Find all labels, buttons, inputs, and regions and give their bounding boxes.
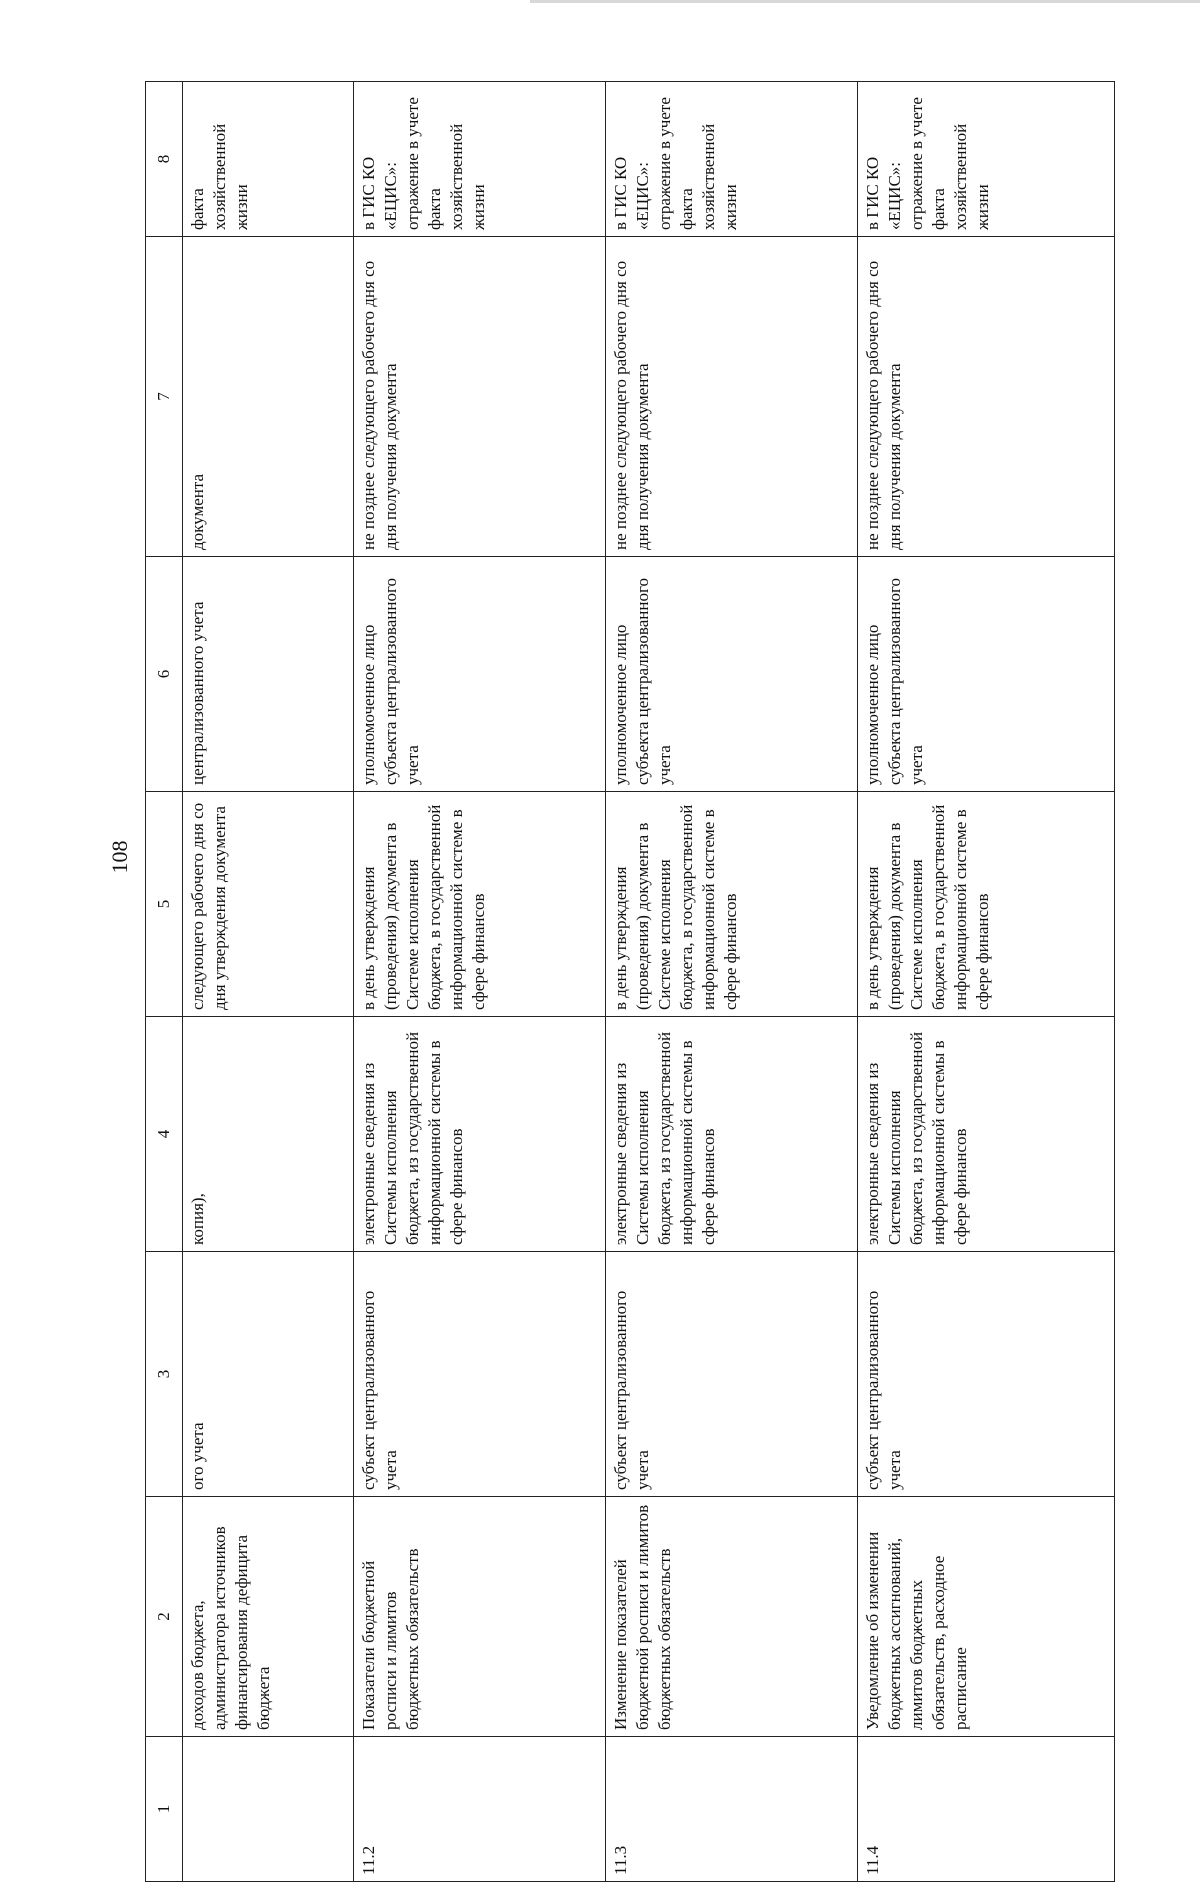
cell-processing-term: не позднее следующего рабочего дня со дня получения документа — [606, 237, 858, 557]
cell-recipient: уполномоченное лицо субъекта централизованного учета — [606, 557, 858, 792]
scan-edge-line — [530, 0, 1200, 3]
cell-form: копия), — [183, 1017, 354, 1252]
col-header-5: 5 — [146, 792, 183, 1017]
col-header-6: 6 — [146, 557, 183, 792]
cell-producer: субъект централизованного учета — [606, 1252, 858, 1497]
cell-document-name: Изменение показателей бюджетной росписи и лимитов бюджетных обязательств — [606, 1497, 858, 1737]
cell-processing-term: документа — [183, 237, 354, 557]
cell-producer: субъект централизованного учета — [858, 1252, 1115, 1497]
cell-number: 11.3 — [606, 1737, 858, 1882]
cell-result: факта хозяйственной жизни — [183, 82, 354, 237]
cell-number: 11.4 — [858, 1737, 1115, 1882]
cell-number: 11.2 — [354, 1737, 606, 1882]
col-header-3: 3 — [146, 1252, 183, 1497]
cell-producer: ого учета — [183, 1252, 354, 1497]
cell-producer: субъект централизованного учета — [354, 1252, 606, 1497]
header-row — [146, 82, 183, 1882]
col-header-7: 7 — [146, 237, 183, 557]
cell-result: в ГИС КО «ЕЦИС»: отражение в учете факта хозяйственной жизни — [354, 82, 606, 237]
cell-form: электронные сведения из Системы исполнения бюджета, из государственной информационной системы в сфере финансов — [606, 1017, 858, 1252]
col-header-1: 1 — [146, 1737, 183, 1882]
cell-result: в ГИС КО «ЕЦИС»: отражение в учете факта хозяйственной жизни — [606, 82, 858, 237]
cell-deadline: в день утверждения (проведения) документа в Системе исполнения бюджета, в государственной информационной системе в сфере финансов — [606, 792, 858, 1017]
cell-number — [183, 1737, 354, 1882]
table-row — [354, 82, 606, 1882]
col-header-2: 2 — [146, 1497, 183, 1737]
page-number: 108 — [107, 840, 132, 874]
cell-recipient: уполномоченное лицо субъекта централизованного учета — [858, 557, 1115, 792]
table-row — [606, 82, 858, 1882]
cell-deadline: в день утверждения (проведения) документа в Системе исполнения бюджета, в государственной информационной системе в сфере финансов — [354, 792, 606, 1017]
cell-recipient: уполномоченное лицо субъекта централизованного учета — [354, 557, 606, 792]
cell-processing-term: не позднее следующего рабочего дня со дня получения документа — [858, 237, 1115, 557]
cell-deadline: следующего рабочего дня со дня утверждения документа — [183, 792, 354, 1017]
cell-result: в ГИС КО «ЕЦИС»: отражение в учете факта хозяйственной жизни — [858, 82, 1115, 237]
cell-recipient: централизованного учета — [183, 557, 354, 792]
table-row — [183, 82, 354, 1882]
cell-document-name: Уведомление об изменении бюджетных ассигнований, лимитов бюджетных обязательств, расходное расписание — [858, 1497, 1115, 1737]
cell-document-name: доходов бюджета, администратора источников финансирования дефицита бюджета — [183, 1497, 354, 1737]
cell-processing-term: не позднее следующего рабочего дня со дня получения документа — [354, 237, 606, 557]
accounting-table — [145, 81, 1115, 1882]
col-header-8: 8 — [146, 82, 183, 237]
rotated-table-container — [145, 97, 1115, 1882]
cell-form: электронные сведения из Системы исполнения бюджета, из государственной информационной системы в сфере финансов — [354, 1017, 606, 1252]
table-row — [858, 82, 1115, 1882]
col-header-4: 4 — [146, 1017, 183, 1252]
cell-document-name: Показатели бюджетной росписи и лимитов бюджетных обязательств — [354, 1497, 606, 1737]
cell-deadline: в день утверждения (проведения) документа в Системе исполнения бюджета, в государственной информационной системе в сфере финансов — [858, 792, 1115, 1017]
cell-form: электронные сведения из Системы исполнения бюджета, из государственной информационной системы в сфере финансов — [858, 1017, 1115, 1252]
